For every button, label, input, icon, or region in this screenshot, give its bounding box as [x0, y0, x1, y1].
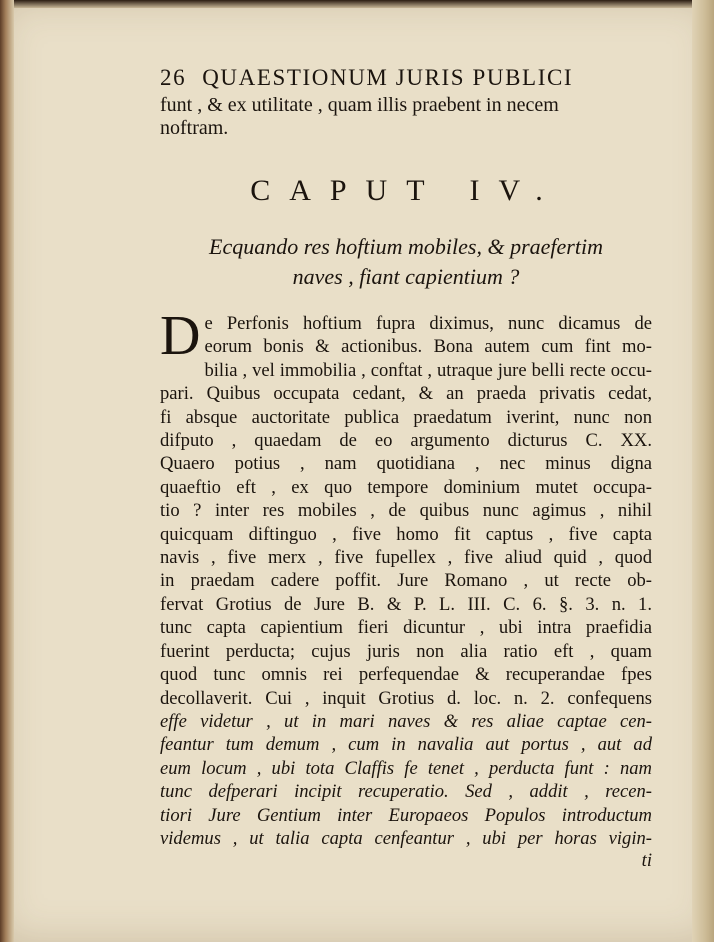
body-line: quod tunc omnis rei perfequendae & recuperandae fpes — [160, 664, 652, 686]
body-line: eum locum , ubi tota Claffis fe tenet , perducta funt : nam — [160, 757, 652, 779]
running-head — [160, 64, 652, 92]
spine-shadow — [0, 0, 14, 942]
body-line: quaeftio eft , ex quo tempore dominium mutet occupa- — [160, 476, 652, 498]
catchword: ti — [641, 850, 652, 872]
body-line: fervat Grotius de Jure B. & P. L. III. C. 6. §. 3. n. 1. — [160, 593, 652, 615]
body-line: bilia , vel immobilia , conftat , utraque jure belli recte occu- — [204, 359, 652, 381]
body-line: tunc defperari incipit recuperatio. Sed , addit , recen- — [160, 781, 652, 803]
body-line: feantur tum demum , cum in navalia aut portus , aut ad — [160, 734, 652, 756]
body-line: navis , five merx , five fupellex , five aliud quid , quod — [160, 547, 652, 569]
body-line: decollaverit. Cui , inquit Grotius d. loc. n. 2. confequens — [160, 687, 652, 709]
body-line: Quaero potius , nam quotidiana , nec minus digna — [160, 453, 652, 475]
body-line: fuerint perducta; cujus juris non alia ratio eft , quam — [160, 640, 652, 662]
page-number: 26 — [160, 65, 187, 90]
body-line: effe videtur , ut in mari naves & res aliae captae cen- — [160, 710, 652, 732]
body-line: fi absque auctoritate publica praedatum iverint, nunc non — [160, 406, 652, 428]
body-line: tio ? inter res mobiles , de quibus nunc agimus , nihil — [160, 500, 652, 522]
continuation-line: funt , & ex utilitate , quam illis praebent in necem — [160, 94, 559, 116]
page-top-edge — [0, 0, 714, 8]
body-line: videmus , ut talia capta cenfeantur , ubi per horas vigin- — [160, 827, 652, 849]
body-line: in praedam cadere poffit. Jure Romano , ut recte ob- — [160, 570, 652, 592]
subtitle-line: Ecquando res hoftium mobiles, & praefertim — [209, 234, 603, 259]
body-line: eorum bonis & actionibus. Bona autem cum fint mo- — [204, 336, 652, 358]
drop-cap: D — [160, 305, 201, 367]
body-line: pari. Quibus occupata cedant, & an praeda privatis cedat, — [160, 383, 652, 405]
body-paragraph — [160, 305, 652, 850]
continuation-paragraph — [160, 94, 652, 140]
running-title: QUAESTIONUM JURIS PUBLICI — [202, 65, 574, 90]
chapter-heading: CAPUT IV. — [250, 174, 562, 207]
body-line: tunc capta capientium fieri dicuntur , ubi intra praefidia — [160, 617, 652, 639]
continuation-line: noftram. — [160, 117, 229, 139]
body-line: difputo , quaedam de eo argumento dicturus C. XX. — [160, 430, 652, 452]
subtitle-line: naves , fiant capientium ? — [292, 264, 520, 289]
page-content — [160, 64, 652, 872]
page-right-edge — [692, 0, 714, 942]
body-line: tiori Jure Gentium inter Europaeos Populos introductum — [160, 804, 652, 826]
body-line: e Perfonis hoftium fupra diximus, nunc dicamus de — [204, 313, 652, 334]
body-line: quicquam diftinguo , five homo fit captus , five capta — [160, 523, 652, 545]
chapter-subtitle — [160, 232, 652, 292]
